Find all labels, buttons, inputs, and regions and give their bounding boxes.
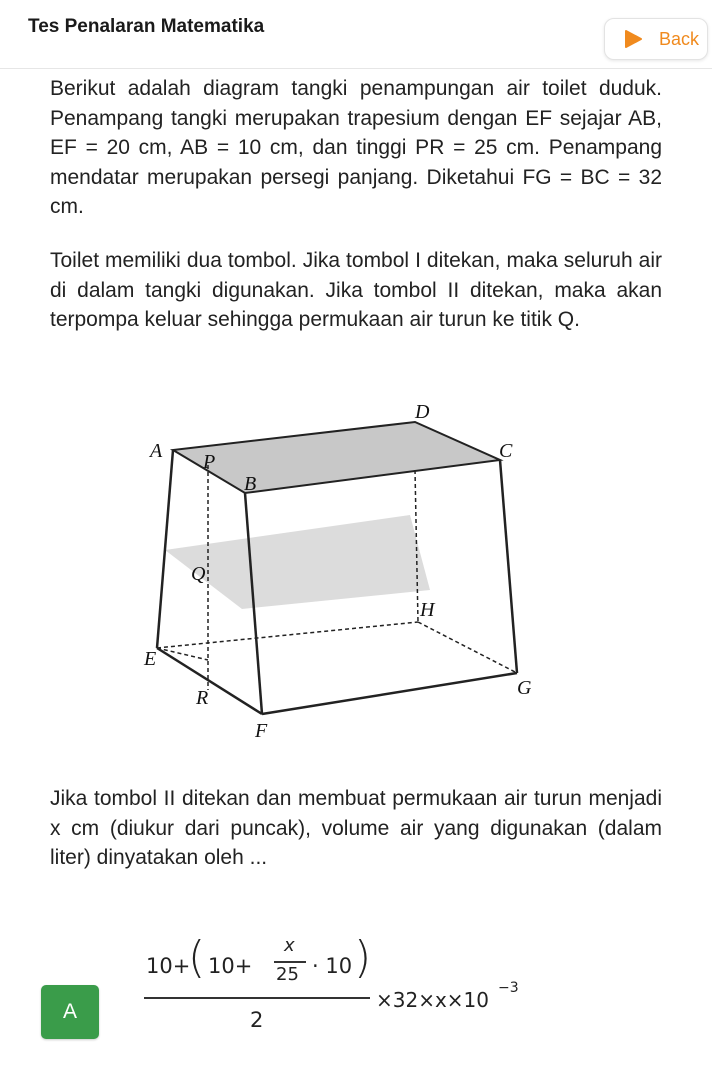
formula-paren-open: ( <box>188 932 206 983</box>
question-paragraph-1: Berikut adalah diagram tangki penampungan air toilet duduk. Penampang tangki merupakan trapesium dengan EF sejajar AB, EF = 20 cm, AB = 10 cm, dan tinggi PR = 25 cm. Penampang mendatar merupakan persegi panjang. Diketahui FG = BC = 32 cm. <box>50 77 662 218</box>
formula-times-10: · 10 <box>312 954 353 978</box>
back-label: Back <box>659 28 700 49</box>
label-d: D <box>415 401 430 423</box>
label-p: P <box>203 451 216 473</box>
formula-main-frac-bar <box>144 997 370 999</box>
option-a-formula[interactable] <box>130 930 590 1040</box>
hidden-edge-e-h <box>157 622 418 648</box>
label-e: E <box>144 648 157 670</box>
formula-denominator: 2 <box>250 1008 264 1032</box>
label-g: G <box>517 677 532 699</box>
label-a: A <box>150 440 163 462</box>
question-paragraph-3: Jika tombol II ditekan dan membuat permukaan air turun menjadi x cm (diukur dari puncak), volume air yang digunakan (dalam liter) dinyatakan oleh ... <box>50 787 662 869</box>
formula-exponent: −3 <box>498 980 519 996</box>
label-c: C <box>499 440 513 462</box>
top-face <box>173 422 500 493</box>
formula-small-frac-bar <box>274 961 306 963</box>
label-q: Q <box>191 563 206 585</box>
hidden-edge-h-g <box>418 622 517 673</box>
label-b: B <box>244 473 257 495</box>
play-triangle-icon <box>623 29 643 49</box>
tank-diagram <box>130 393 550 753</box>
formula-10-plus: 10+ <box>146 954 191 978</box>
question-paragraph-2: Toilet memiliki dua tombol. Jika tombol I ditekan, maka seluruh air di dalam tangki digunakan. Jika tombol II ditekan, maka akan terpompa keluar sehingga permukaan air turun ke titik Q. <box>50 249 662 331</box>
formula-paren-close: ) <box>354 932 372 983</box>
header-bar <box>0 0 712 69</box>
formula-tail: ×32×x×10 <box>376 988 490 1012</box>
back-button[interactable] <box>604 18 708 60</box>
label-r: R <box>196 687 209 709</box>
formula-10-plus-inner: 10+ <box>208 954 253 978</box>
formula-frac-x: x <box>284 935 295 956</box>
option-a-button[interactable]: A <box>41 985 99 1039</box>
formula-frac-25: 25 <box>276 964 299 985</box>
label-h: H <box>420 599 435 621</box>
label-f: F <box>255 720 268 742</box>
water-plane <box>165 515 430 609</box>
page-title: Tes Penalaran Matematika <box>28 16 265 37</box>
